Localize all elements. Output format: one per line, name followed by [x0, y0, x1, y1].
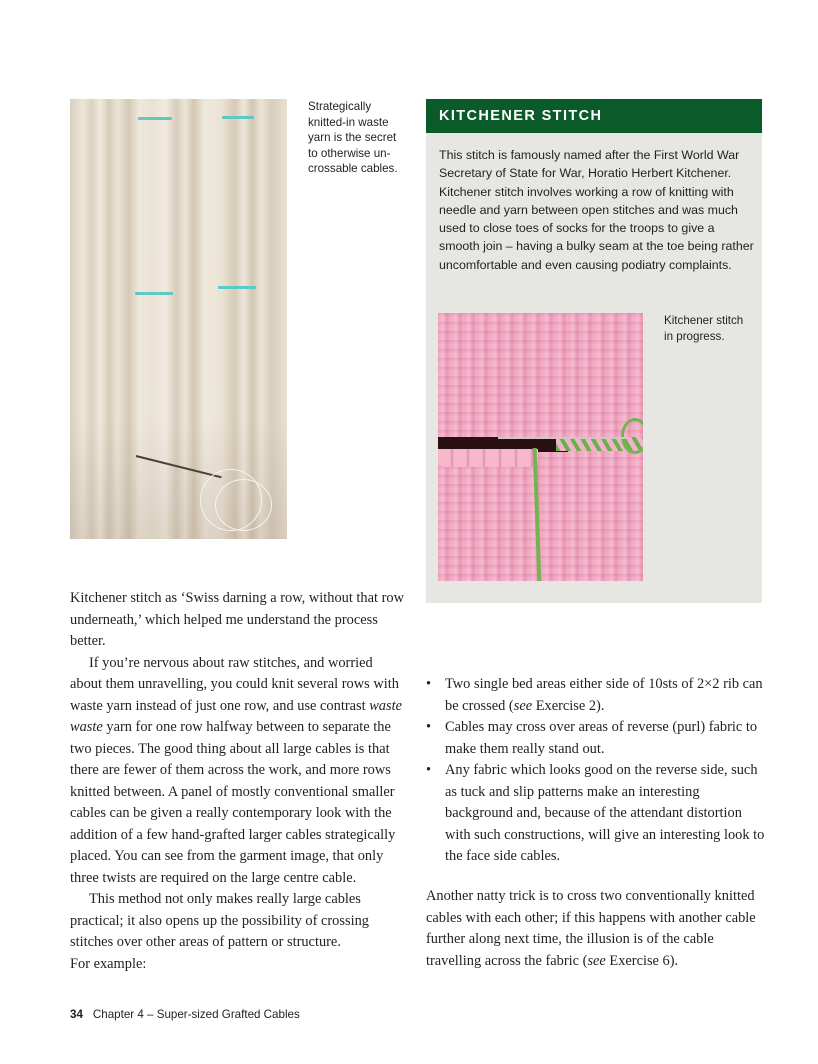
paragraph [70, 653, 404, 890]
list-item [426, 717, 766, 760]
text-run: Cables may cross over areas of reverse (purl) fabric to make them really stand out. [445, 719, 758, 757]
bullet-icon: • [426, 762, 432, 778]
sidebar-body: This stitch is famously named after the First World War Secretary of State for War, Horatio Herbert Kitchener. Kitchener stitch involves working a row of knitting with needle and yarn between open stitches and was much used to close toes of socks for the troops to give a smooth join – having a bulky seam at the toe being rather uncomfortable and even causing podiatry complaints. [439, 148, 754, 272]
paragraph [70, 588, 404, 653]
paragraph [70, 954, 404, 976]
text-run: Two single bed areas either side of 10sts of 2×2 rib can be crossed ( [445, 676, 763, 714]
page-number: 34 [70, 1008, 83, 1021]
green-yarn-loop [621, 418, 643, 454]
kitchener-stitch-photo [438, 313, 643, 581]
bullet-icon: • [426, 676, 432, 692]
list-item [426, 760, 766, 868]
left-photo-caption: Strategically knitted-in waste yarn is the secret to otherwise un-crossable cables. [308, 100, 398, 175]
kitchener-stitch-sidebar [426, 99, 762, 603]
paragraph [70, 889, 404, 954]
text-run: Exercise 6). [605, 952, 679, 969]
italic-text-run: see [513, 697, 533, 714]
list-item [426, 674, 766, 717]
loose-yarn [215, 479, 272, 531]
example-bullet-list [426, 674, 766, 868]
sidebar-photo-caption: Kitchener stitch in progress. [664, 314, 744, 343]
page-footer [70, 1007, 300, 1023]
text-run: Any fabric which looks good on the reverse side, such as tuck and slip patterns make an interesting background and, because of the attendant distortion with such constructions, will give an interesting look to the face side cables. [445, 762, 765, 864]
text-run: yarn for one row halfway between to separate the two pieces. The good thing about all large cables is that there are fewer of them across the work, and more rows knitted between. A panel of mostly conventional smaller cables can be given a really contemporary look with the addition of a few hand-grafted larger cables strategically placed. You can see from the garment image, that only three twists are required on the large centre cable. [70, 719, 396, 886]
text-run: This method not only makes really large cables practical; it also opens up the possibility of crossing stitches over other areas of pattern or structure. [70, 891, 369, 950]
text-run: For example: [70, 955, 147, 972]
waste-yarn-marker [218, 286, 256, 289]
sidebar-title: KITCHENER STITCH [426, 99, 762, 133]
text-run: Exercise 2). [532, 697, 605, 714]
waste-yarn-marker [138, 117, 172, 120]
italic-text-run: see [587, 952, 606, 969]
waste-yarn-marker [222, 116, 254, 119]
waste-yarn-marker [135, 292, 173, 295]
tapestry-needle [498, 437, 628, 439]
text-run: If you’re nervous about raw stitches, and worried about them unravelling, you could knit several rows with waste yarn instead of just one row, and use contrast [70, 654, 399, 714]
paragraph [426, 886, 766, 972]
open-stitch-loops [438, 449, 538, 467]
bullet-icon: • [426, 719, 432, 735]
cable-garment-photo [70, 99, 287, 539]
text-run: Another natty trick is to cross two conventionally knitted cables with each other; if this happens with another cable further along next time, the illusion is of the cable travelling across the fabric ( [426, 888, 756, 969]
italic-text-run: waste waste [70, 697, 402, 735]
left-column-text [70, 588, 404, 975]
text-run: Kitchener stitch as ‘Swiss darning a row, without that row underneath,’ which helped me understand the process better. [70, 590, 404, 649]
running-head: Chapter 4 – Super-sized Grafted Cables [92, 1008, 300, 1021]
right-column-text [426, 886, 766, 972]
